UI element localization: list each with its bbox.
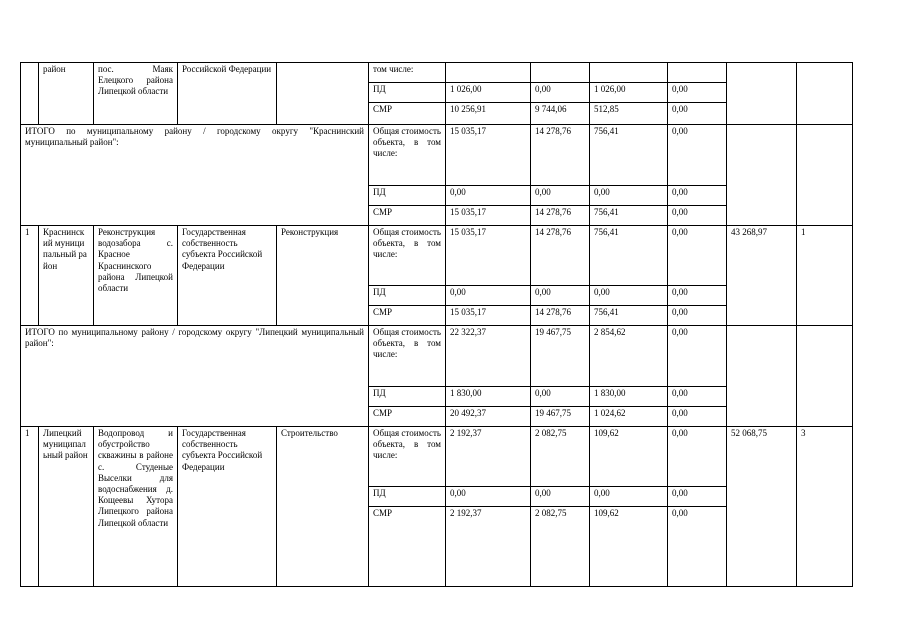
value-cell: 0,00 <box>590 286 668 306</box>
value-cell: 0,00 <box>668 206 727 226</box>
count-cell: 1 <box>797 226 853 326</box>
value-cell: 2 192,37 <box>446 507 531 587</box>
count-cell <box>797 63 853 125</box>
value-cell: 20 492,37 <box>446 407 531 427</box>
value-cell: 0,00 <box>668 103 727 125</box>
capacity-cell: 43 268,97 <box>727 226 797 326</box>
value-cell: 1 026,00 <box>446 83 531 103</box>
value-cell: 1 830,00 <box>446 387 531 407</box>
total-label-cell: ИТОГО по муниципальному району / городскому округу "Липецкий муниципальный район": <box>21 326 369 427</box>
value-cell: 10 256,91 <box>446 103 531 125</box>
value-cell: 14 278,76 <box>531 206 590 226</box>
value-cell: 0,00 <box>668 186 727 206</box>
object-name-cell: пос. Маяк Елецкого района Липецкой области <box>94 63 178 125</box>
pd-label-cell: ПД <box>369 83 446 103</box>
value-cell: 14 278,76 <box>531 306 590 326</box>
value-cell: 0,00 <box>531 487 590 507</box>
value-cell: 15 035,17 <box>446 125 531 186</box>
value-cell: 14 278,76 <box>531 125 590 186</box>
value-cell: 109,62 <box>590 507 668 587</box>
value-cell: 756,41 <box>590 125 668 186</box>
value-cell: 0,00 <box>668 226 727 286</box>
value-cell: 1 026,00 <box>590 83 668 103</box>
object-name-cell: Водопровод и обустройство скважины в районе с. Студеные Выселки для водоснабжения д. Кощеевы Хутора Липецкого района Липецкой области <box>94 427 178 587</box>
count-cell <box>797 326 853 427</box>
value-cell: 0,00 <box>446 286 531 306</box>
value-cell: 0,00 <box>668 125 727 186</box>
number-cell <box>21 63 39 125</box>
work-type-cell: Строительство <box>277 427 369 587</box>
value-cell: 2 854,62 <box>590 326 668 387</box>
capacity-cell <box>727 63 797 125</box>
smr-label-cell: СМР <box>369 407 446 427</box>
value-cell: 0,00 <box>668 83 727 103</box>
smr-label-cell: СМР <box>369 306 446 326</box>
ownership-cell: Российской Федерации <box>178 63 277 125</box>
smr-label-cell: СМР <box>369 103 446 125</box>
value-cell: 0,00 <box>446 186 531 206</box>
value-cell: 0,00 <box>668 306 727 326</box>
value-cell: 19 467,75 <box>531 407 590 427</box>
cost-label-cell: Общая стоимость объекта, в том числе: <box>369 427 446 487</box>
number-cell: 1 <box>21 226 39 326</box>
cost-label-cell: Общая стоимость объекта, в том числе: <box>369 125 446 186</box>
value-cell <box>668 63 727 83</box>
value-cell: 0,00 <box>531 286 590 306</box>
value-cell: 0,00 <box>446 487 531 507</box>
pd-label-cell: ПД <box>369 186 446 206</box>
value-cell: 756,41 <box>590 206 668 226</box>
work-type-cell <box>277 63 369 125</box>
value-cell: 0,00 <box>531 83 590 103</box>
investment-objects-table <box>20 62 853 587</box>
value-cell: 15 035,17 <box>446 226 531 286</box>
cost-label-cell: том числе: <box>369 63 446 83</box>
number-cell: 1 <box>21 427 39 587</box>
value-cell: 0,00 <box>668 507 727 587</box>
value-cell: 0,00 <box>668 286 727 306</box>
value-cell: 2 082,75 <box>531 427 590 487</box>
ownership-cell: Государственная собственность субъекта Российской Федерации <box>178 427 277 587</box>
value-cell: 22 322,37 <box>446 326 531 387</box>
count-cell <box>797 125 853 226</box>
value-cell: 0,00 <box>668 407 727 427</box>
value-cell <box>531 63 590 83</box>
value-cell: 756,41 <box>590 226 668 286</box>
value-cell: 2 082,75 <box>531 507 590 587</box>
value-cell: 512,85 <box>590 103 668 125</box>
value-cell: 756,41 <box>590 306 668 326</box>
ownership-cell: Государственная собственность субъекта Российской Федерации <box>178 226 277 326</box>
value-cell: 14 278,76 <box>531 226 590 286</box>
table-row <box>21 226 853 286</box>
pd-label-cell: ПД <box>369 387 446 407</box>
work-type-cell: Реконструкция <box>277 226 369 326</box>
cost-label-cell: Общая стоимость объекта, в том числе: <box>369 226 446 286</box>
district-cell: Краснинский муниципальный район <box>39 226 94 326</box>
value-cell: 0,00 <box>531 387 590 407</box>
table-row <box>21 125 853 186</box>
value-cell: 0,00 <box>668 427 727 487</box>
value-cell: 0,00 <box>668 326 727 387</box>
value-cell: 9 744,06 <box>531 103 590 125</box>
value-cell: 0,00 <box>590 487 668 507</box>
table-row <box>21 63 853 83</box>
value-cell: 0,00 <box>531 186 590 206</box>
district-cell: район <box>39 63 94 125</box>
total-label-cell: ИТОГО по муниципальному району / городскому округу "Краснинский муниципальный район": <box>21 125 369 226</box>
object-name-cell: Реконструкция водозабора с. Красное Краснинского района Липецкой области <box>94 226 178 326</box>
value-cell: 15 035,17 <box>446 306 531 326</box>
value-cell <box>590 63 668 83</box>
smr-label-cell: СМР <box>369 206 446 226</box>
value-cell: 0,00 <box>668 487 727 507</box>
value-cell: 1 024,62 <box>590 407 668 427</box>
table-row <box>21 326 853 387</box>
capacity-cell <box>727 326 797 427</box>
capacity-cell <box>727 125 797 226</box>
smr-label-cell: СМР <box>369 507 446 587</box>
table-row <box>21 427 853 487</box>
value-cell: 1 830,00 <box>590 387 668 407</box>
value-cell: 15 035,17 <box>446 206 531 226</box>
count-cell: 3 <box>797 427 853 587</box>
district-cell: Липецкий муниципальный район <box>39 427 94 587</box>
pd-label-cell: ПД <box>369 487 446 507</box>
value-cell <box>446 63 531 83</box>
cost-label-cell: Общая стоимость объекта, в том числе: <box>369 326 446 387</box>
value-cell: 0,00 <box>590 186 668 206</box>
value-cell: 109,62 <box>590 427 668 487</box>
value-cell: 2 192,37 <box>446 427 531 487</box>
pd-label-cell: ПД <box>369 286 446 306</box>
capacity-cell: 52 068,75 <box>727 427 797 587</box>
value-cell: 19 467,75 <box>531 326 590 387</box>
value-cell: 0,00 <box>668 387 727 407</box>
